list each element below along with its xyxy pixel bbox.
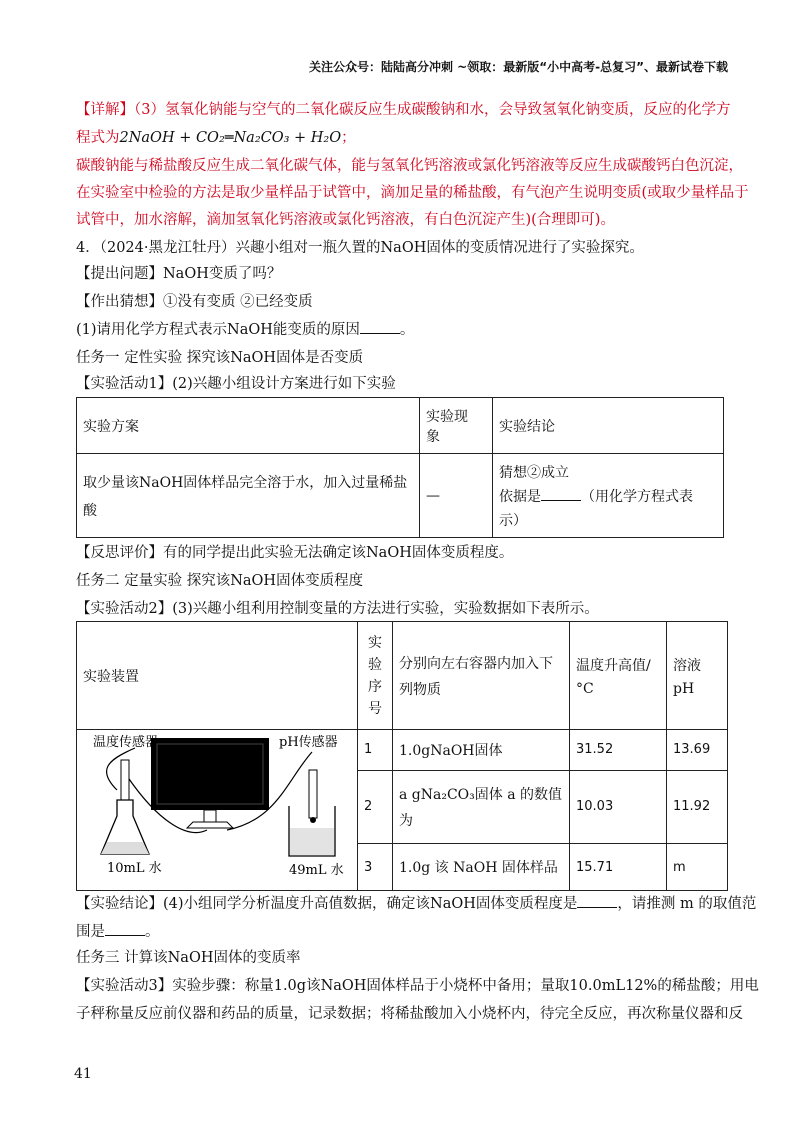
t2-hadd-1: 分别向左右容器内加入下 xyxy=(399,655,553,672)
t2-row3-substance: 1.0g 该 NaOH 固体样品 xyxy=(393,844,570,891)
experiment-table-2 xyxy=(76,621,728,891)
t2-hno-1: 验 xyxy=(368,656,382,673)
detail-line-4: 在实验室中检验的方法是取少量样品于试管中，滴加足量的稀盐酸，有气泡产生说明变质(或取少量样品于 xyxy=(76,185,749,201)
detail-eq-suffix: ； xyxy=(341,130,356,146)
page-number: 41 xyxy=(74,1066,92,1082)
t1-concl-l3: 示） xyxy=(499,512,527,529)
conclusion-text-a: 【实验结论】(4)小组同学分析温度升高值数据，确定该NaOH固体变质程度是 xyxy=(76,896,578,912)
label-right-water: 49mL 水 xyxy=(289,863,344,878)
label-ph-sensor: pH传感器 xyxy=(279,735,338,750)
t1-plan-l1: 取少量该NaOH固体样品完全溶于水，加入过量稀盐 xyxy=(83,474,408,491)
t2-row2-sub-l2: 为 xyxy=(399,812,413,829)
detail-line-3: 碳酸钠能与稀盐酸反应生成二氧化碳气体，能与氢氧化钙溶液或氯化钙溶液等反应生成碳酸钙白色沉淀， xyxy=(76,158,743,174)
t2-row1-temp: 31.52 xyxy=(570,730,667,771)
t2-htemp-1: 温度升高值/ xyxy=(576,657,651,674)
detail-line-5: 试管中，加水溶解，滴加氢氧化钙溶液或氯化钙溶液，有白色沉淀产生)(合理即可)。 xyxy=(76,212,615,228)
conclusion-text-b: ，请推测 m 的取值范 xyxy=(617,896,757,912)
task-2: 任务二 定量实验 探究该NaOH固体变质程度 xyxy=(76,573,364,589)
t1-header-phenomenon-l1: 实验现 xyxy=(426,408,468,425)
t1-plan-l2: 酸 xyxy=(83,502,97,519)
t1-phenomenon-cell: — xyxy=(420,454,493,538)
task-1: 任务一 定性实验 探究该NaOH固体是否变质 xyxy=(76,350,364,366)
t1-conclusion-cell xyxy=(493,454,724,538)
t2-hadd-2: 列物质 xyxy=(399,681,441,698)
t2-hno-2: 序 xyxy=(368,678,382,695)
t1-concl-basis-end: （用化学方程式表 xyxy=(581,488,693,505)
label-temp-sensor: 温度传感器 xyxy=(93,735,159,750)
t1-header-conclusion: 实验结论 xyxy=(493,398,724,454)
t2-row2-temp: 10.03 xyxy=(570,770,667,843)
t2-row1-substance: 1.0gNaOH固体 xyxy=(393,730,570,771)
answer-blank xyxy=(360,323,400,334)
t1-concl-basis: 依据是 xyxy=(499,488,541,505)
t2-row3-temp: 15.71 xyxy=(570,844,667,891)
activity-3-line-1: 【实验活动3】实验步骤：称量1.0g该NaOH固体样品于小烧杯中备用；量取10.0mL12%的稀盐酸；用电 xyxy=(76,978,759,994)
detail-line-2 xyxy=(76,126,356,147)
t2-htemp-2: °C xyxy=(576,680,594,697)
detail-line-1: 【详解】（3）氢氧化钠能与空气的二氧化碳反应生成碳酸钠和水，会导致氢氧化钠变质，反应的化学方 xyxy=(76,102,731,118)
conclusion-end: 。 xyxy=(145,924,160,940)
q4-question-1 xyxy=(76,318,414,339)
t1-header-phenomenon xyxy=(420,398,493,454)
t1-concl-l1: 猜想②成立 xyxy=(499,464,569,481)
t2-header-ph xyxy=(667,622,728,730)
t2-header-temp xyxy=(570,622,667,730)
t2-row3-no: 3 xyxy=(358,844,393,891)
t2-row3-ph: m xyxy=(667,844,728,891)
activity-3-line-2: 子秤称量反应前仪器和药品的质量，记录数据；将稀盐酸加入小烧杯内，待完全反应，再次称量仪器和反 xyxy=(76,1006,743,1022)
answer-blank xyxy=(577,897,617,908)
q1-end: 。 xyxy=(399,322,415,338)
page-header: 关注公众号：陆陆高分冲刺 ~领取：最新版“小中高考-总复习”、最新试卷下载 xyxy=(309,60,728,74)
detail-eq-prefix: 程式为 xyxy=(76,130,120,146)
q4-hypothesis: 【作出猜想】①没有变质 ②已经变质 xyxy=(76,294,313,310)
t2-row1-ph: 13.69 xyxy=(667,730,728,771)
q1-text: (1)请用化学方程式表示NaOH能变质的原因 xyxy=(76,322,360,338)
t2-hno-0: 实 xyxy=(368,634,382,651)
t2-header-device: 实验装置 xyxy=(77,622,358,730)
apparatus-figure-cell xyxy=(77,730,358,891)
conclusion-text-c: 围是 xyxy=(76,924,105,940)
experiment-table-1 xyxy=(76,397,724,538)
reflection: 【反思评价】有的同学提出此实验无法确定该NaOH固体变质程度。 xyxy=(76,545,514,561)
q4-title: 4．（2024·黑龙江牡丹）兴趣小组对一瓶久置的NaOH固体的变质情况进行了实验探究。 xyxy=(76,240,644,256)
t2-hph-1: 溶液 xyxy=(673,657,701,674)
t1-header-phenomenon-l2: 象 xyxy=(426,428,440,445)
activity-1: 【实验活动1】(2)兴趣小组设计方案进行如下实验 xyxy=(76,376,396,392)
answer-blank xyxy=(105,925,145,936)
q4-raise-question: 【提出问题】NaOH变质了吗？ xyxy=(76,266,282,282)
activity-2: 【实验活动2】(3)兴趣小组利用控制变量的方法进行实验，实验数据如下表所示。 xyxy=(76,601,599,617)
label-left-water: 10mL 水 xyxy=(107,861,162,876)
t2-header-number xyxy=(358,622,393,730)
t2-hph-2: pH xyxy=(673,680,695,697)
t2-row2-substance xyxy=(393,770,570,843)
apparatus-diagram xyxy=(77,730,345,890)
conclusion-line-1 xyxy=(76,892,756,913)
t1-concl-l2 xyxy=(499,486,717,506)
task-3: 任务三 计算该NaOH固体的变质率 xyxy=(76,950,301,966)
detail-equation: 2NaOH + CO₂═Na₂CO₃ + H₂O xyxy=(119,130,342,146)
t2-hno-3: 号 xyxy=(368,700,382,717)
t1-header-plan: 实验方案 xyxy=(77,398,420,454)
t2-header-substance xyxy=(393,622,570,730)
t2-row2-sub-l1: a gNa₂CO₃固体 a 的数值 xyxy=(399,786,563,803)
t2-row2-ph: 11.92 xyxy=(667,770,728,843)
t1-plan-cell xyxy=(77,454,420,538)
conclusion-line-2 xyxy=(76,920,160,941)
t2-row1-no: 1 xyxy=(358,730,393,771)
answer-blank xyxy=(541,490,581,501)
t2-row2-no: 2 xyxy=(358,770,393,843)
